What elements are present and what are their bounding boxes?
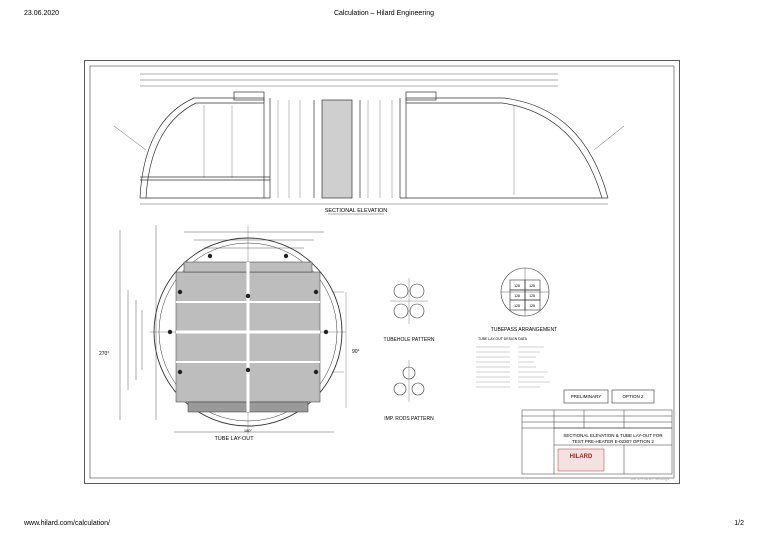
- pass-4: 128: [529, 294, 535, 298]
- tubepass-arrangement-label: TUBEPASS ARRANGEMENT: [490, 327, 558, 333]
- pass-6: 128: [529, 304, 535, 308]
- tubehole-pattern-label: TUBEHOLE PATTERN: [383, 337, 435, 343]
- angle-270: 270°: [99, 351, 110, 357]
- pass-1: 128: [514, 284, 520, 288]
- angle-180: 180°: [243, 428, 253, 433]
- page-number: 1/2: [734, 520, 744, 527]
- angle-90: 90°: [352, 349, 360, 355]
- title-line-2: TEST PRE-HEATER E-0230? OPTION 2: [572, 439, 654, 444]
- sectional-elevation-label: SECTIONAL ELEVATION: [324, 208, 388, 214]
- page-title: Calculation – Hilard Engineering: [333, 10, 434, 17]
- footer-url: www.hilard.com/calculation/: [24, 520, 110, 527]
- tubepass-arrangement: [501, 268, 549, 316]
- design-data-title: TUBE LAY-OUT DESIGN DATA: [478, 337, 528, 341]
- tube-layout-label: TUBE LAY-OUT: [214, 436, 254, 442]
- print-date: 23.06.2020: [24, 10, 60, 17]
- preliminary-stamp: PRELIMINARY: [570, 394, 602, 399]
- engineering-drawing: [84, 60, 680, 484]
- pass-3: 128: [514, 294, 520, 298]
- pass-5: 128: [514, 304, 520, 308]
- imp-rods-pattern-label: IMP. RODS PATTERN: [384, 416, 434, 422]
- title-line-1: SECTIONAL ELEVATION & TUBE LAY-OUT FOR: [563, 433, 663, 438]
- watermark-text: Go to Plans / Settings: [630, 476, 670, 481]
- company-logo-text: HILARD: [569, 454, 593, 460]
- pass-2: 128: [529, 284, 535, 288]
- option-stamp: OPTION 2: [622, 394, 644, 399]
